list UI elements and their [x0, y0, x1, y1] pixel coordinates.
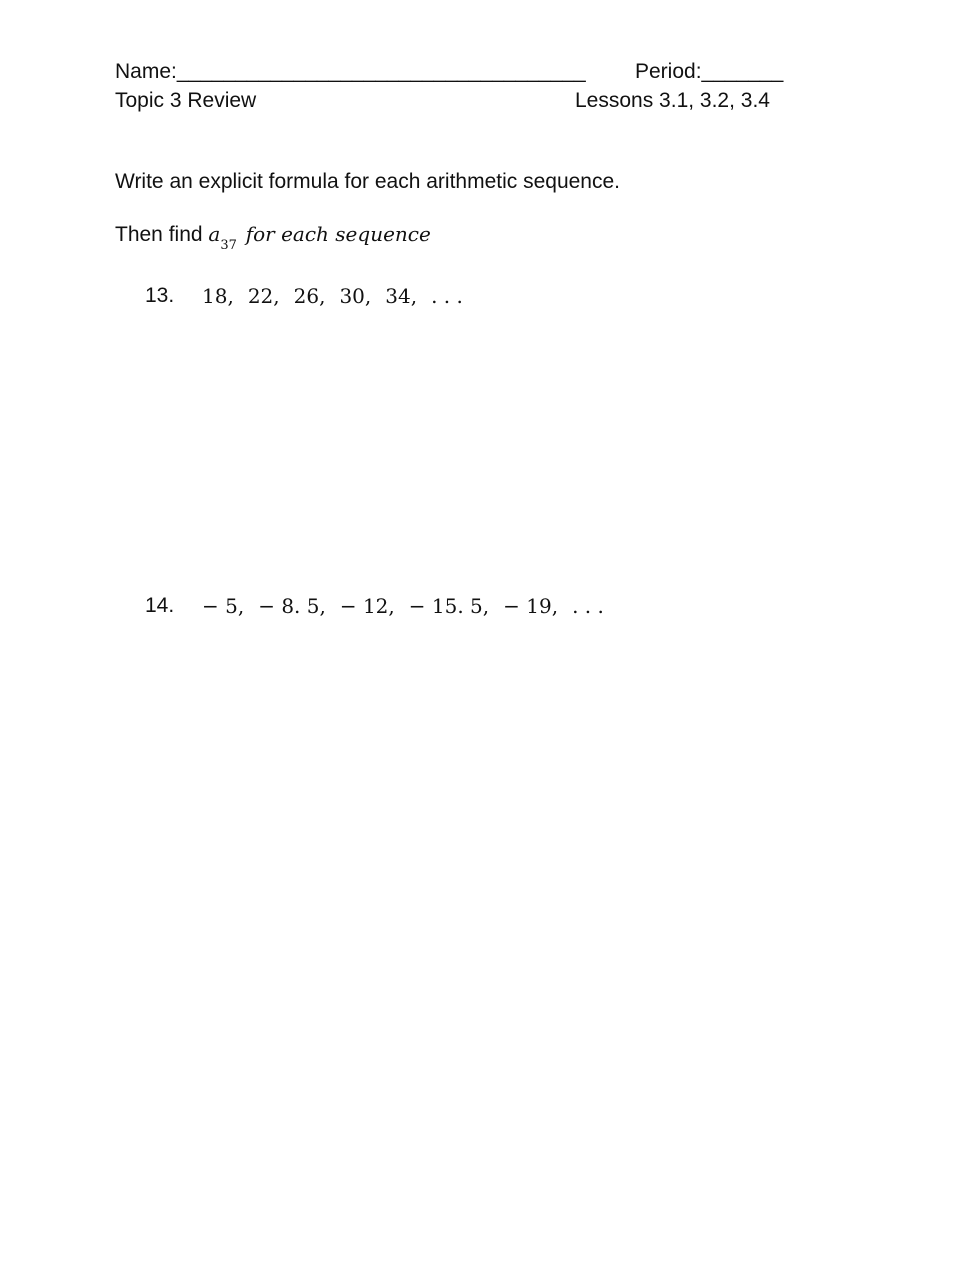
variable-a: a: [208, 222, 221, 246]
sequence-term: − 12,: [339, 594, 395, 618]
sequence-term: 22,: [247, 284, 280, 308]
sequence-term: 34,: [385, 284, 418, 308]
name-label: Name:___________________________________: [115, 60, 586, 83]
problem-number: 13.: [145, 284, 175, 307]
sequence-term: 30,: [339, 284, 372, 308]
instruction-prefix: Then find: [115, 223, 203, 246]
sequence-term: − 19,: [503, 594, 559, 618]
topic-title: Topic 3 Review: [115, 89, 257, 112]
period-line: [635, 60, 783, 84]
sequence-term: − 15. 5,: [408, 594, 490, 618]
name-line: [115, 60, 586, 84]
instruction-line-2: [115, 222, 431, 253]
subscript-37: 37: [220, 238, 237, 253]
problem-number: 14.: [145, 594, 175, 617]
sequence-terms: [202, 594, 604, 618]
instruction-line-1: Write an explicit formula for each arithmetic sequence.: [115, 170, 621, 193]
instruction-suffix: for each sequence: [245, 222, 431, 246]
lessons-label: Lessons 3.1, 3.2, 3.4: [575, 89, 770, 112]
term-variable: [208, 222, 237, 253]
period-label: Period:_______: [635, 60, 784, 83]
sequence-terms: [202, 284, 463, 308]
sequence-ellipsis: . . .: [572, 594, 604, 618]
sequence-ellipsis: . . .: [431, 284, 463, 308]
sequence-term: − 8. 5,: [258, 594, 326, 618]
sequence-term: 18,: [202, 284, 234, 308]
sequence-term: − 5,: [202, 594, 245, 618]
sequence-term: 26,: [293, 284, 326, 308]
